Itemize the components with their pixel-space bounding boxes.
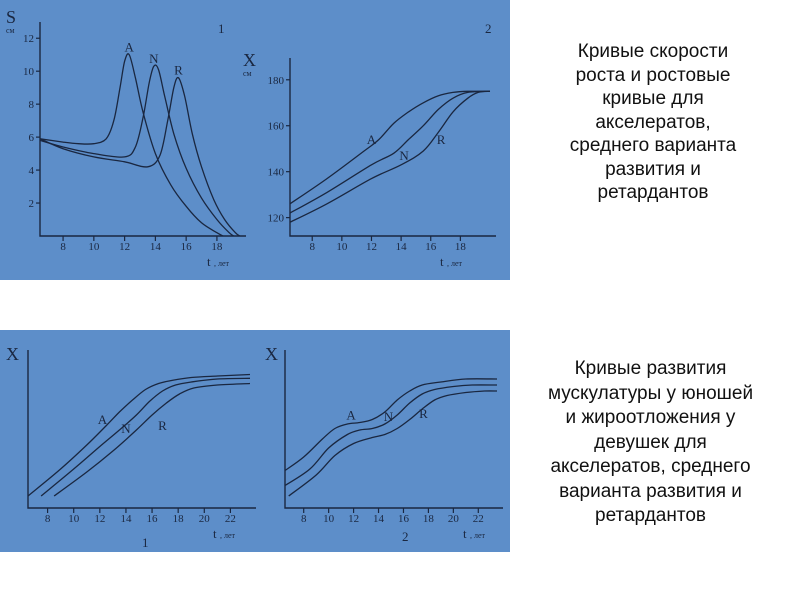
panel-number: 2 [485, 21, 492, 36]
x-tick-label: 14 [120, 513, 132, 525]
x-axis-label: t [463, 526, 467, 541]
series-label-N: N [149, 50, 159, 66]
series-label-R: R [174, 62, 183, 78]
x-axis-unit: , лет [447, 259, 463, 268]
x-tick-label: 8 [44, 513, 51, 525]
x-axis-unit: , лет [214, 259, 230, 268]
x-tick-label: 12 [119, 241, 131, 253]
axis-lines [285, 350, 503, 508]
series-line-A [290, 91, 490, 204]
chart-2 [243, 21, 496, 269]
y-axis-label: X [243, 50, 256, 70]
series-label-R: R [419, 406, 428, 421]
x-tick-label: 18 [422, 513, 434, 525]
y-axis-label: S [6, 7, 17, 27]
x-tick-label: 18 [211, 241, 223, 253]
x-axis-label: t [213, 526, 217, 541]
series-label-N: N [399, 148, 409, 164]
x-tick-label: 22 [224, 513, 236, 525]
x-tick-label: 8 [309, 241, 315, 253]
y-tick-label: 4 [28, 165, 34, 178]
y-tick-label: 120 [267, 212, 284, 225]
series-line-N [290, 91, 490, 213]
caption-top: Кривые скорости роста и ростовые кривые для акселератов, среднего варианта развития и ретардантов [569, 41, 737, 203]
x-tick-label: 8 [60, 241, 66, 253]
x-axis-label: t [440, 254, 444, 269]
series-label-N: N [383, 409, 394, 424]
x-tick-label: 14 [149, 241, 161, 253]
panel-number: 1 [218, 21, 225, 36]
series-label-R: R [158, 418, 167, 433]
x-tick-label: 8 [300, 513, 307, 525]
series-line-N [41, 378, 250, 496]
x-tick-label: 10 [88, 241, 100, 253]
x-tick-label: 18 [172, 513, 184, 525]
y-tick-label: 160 [267, 120, 284, 133]
x-tick-label: 14 [373, 513, 385, 525]
x-tick-label: 20 [447, 513, 459, 525]
panel-number: 2 [402, 529, 409, 544]
y-tick-label: 8 [28, 99, 34, 112]
series-line-A [28, 375, 250, 497]
y-tick-label: 140 [267, 166, 284, 179]
x-tick-label: 12 [365, 241, 377, 253]
x-tick-label: 12 [348, 513, 360, 525]
x-tick-label: 20 [198, 513, 210, 525]
series-label-A: A [97, 412, 108, 427]
y-tick-label: 6 [28, 132, 34, 145]
series-label-A: A [124, 39, 134, 55]
chart-1 [6, 7, 246, 269]
y-tick-label: 180 [267, 74, 284, 87]
caption-bottom: Кривые развития мускулатуры у юношей и жироотложения у девушек для акселератов, среднего варианта развития и ретардантов [547, 358, 754, 526]
y-tick-label: 12 [23, 33, 34, 46]
x-tick-label: 10 [68, 513, 80, 525]
series-label-A: A [366, 132, 377, 148]
x-tick-label: 14 [395, 241, 407, 253]
series-label-R: R [436, 132, 446, 148]
axis-lines [28, 350, 256, 508]
x-axis-label: t [207, 254, 211, 269]
x-axis-unit: , лет [220, 531, 236, 540]
series-line-R [54, 384, 250, 497]
y-axis-label: X [6, 344, 19, 364]
x-tick-label: 12 [94, 513, 106, 525]
series-label-A: A [346, 407, 356, 423]
x-tick-label: 16 [146, 513, 158, 525]
x-tick-label: 10 [323, 513, 335, 525]
series-line-R [290, 91, 490, 222]
x-tick-label: 16 [425, 241, 437, 253]
y-axis-label: X [265, 344, 278, 364]
panel-number: 1 [142, 535, 149, 550]
x-tick-label: 22 [472, 513, 484, 525]
x-tick-label: 16 [180, 241, 192, 253]
y-tick-label: 2 [28, 198, 34, 211]
series-line-R [289, 391, 497, 496]
y-tick-label: 10 [23, 66, 34, 79]
x-axis-unit: , лет [470, 531, 486, 540]
chart-4 [265, 344, 503, 544]
series-label-N: N [121, 421, 131, 436]
series-line-N [285, 385, 497, 486]
chart-3 [6, 344, 256, 550]
y-axis-unit: см [243, 69, 252, 78]
x-tick-label: 16 [397, 513, 409, 525]
x-tick-label: 10 [336, 241, 348, 253]
x-tick-label: 18 [454, 241, 466, 253]
y-axis-unit: см [6, 26, 15, 35]
axis-lines [290, 58, 496, 236]
